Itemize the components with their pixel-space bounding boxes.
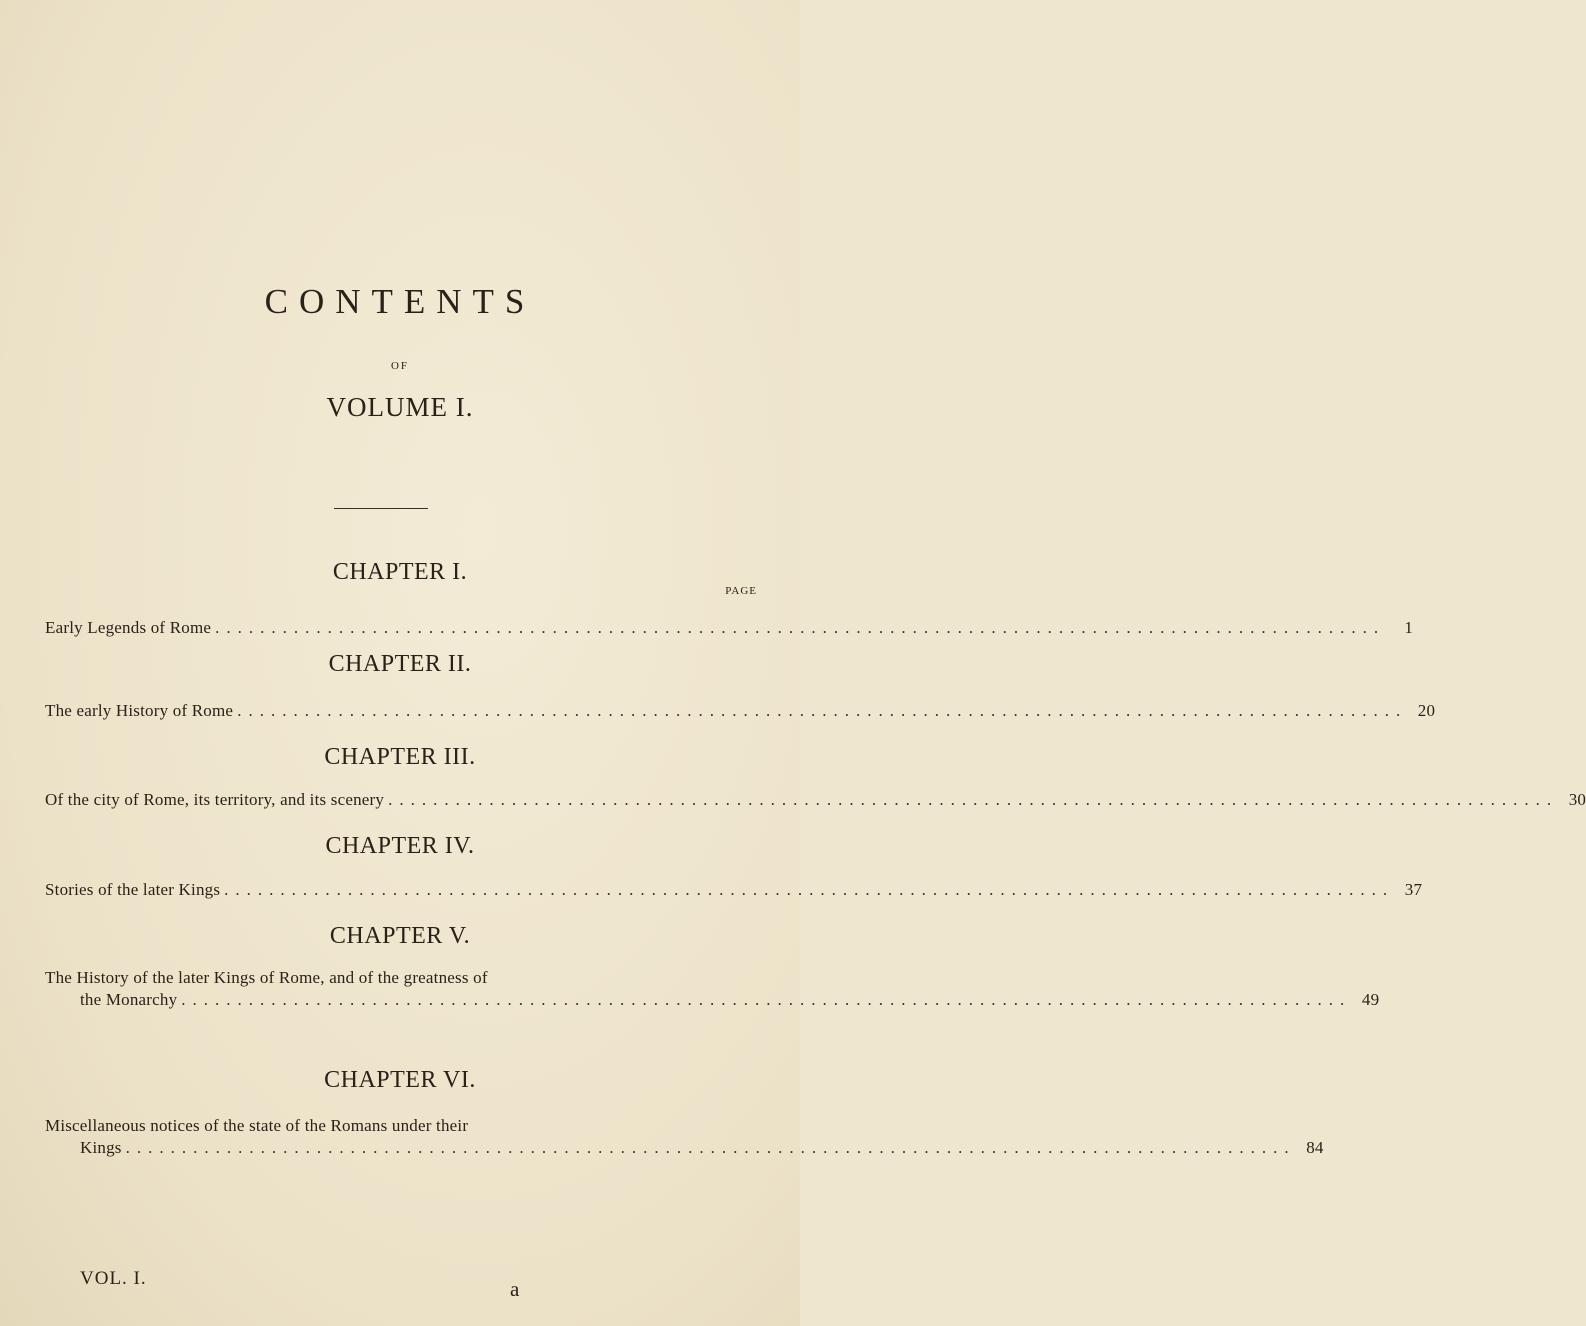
page-number: 20: [1417, 701, 1436, 720]
dot-leaders: ........................................................................................................: [215, 618, 1386, 637]
contents-title: CONTENTS: [264, 282, 536, 321]
dot-leaders: ........................................................................................................: [125, 1138, 1296, 1157]
entry-title-continued: the Monarchy: [80, 990, 178, 1009]
chapter-heading: CHAPTER VI.: [324, 1067, 476, 1093]
entry-title-line: [45, 967, 757, 989]
toc-entry[interactable]: [45, 789, 1586, 811]
toc-entry[interactable]: [45, 617, 1414, 639]
toc-entry[interactable]: [45, 700, 1436, 722]
of-label: OF: [390, 360, 410, 372]
page-number: 37: [1404, 880, 1423, 899]
entry-title-continued: Kings: [80, 1138, 122, 1157]
page-column-label: PAGE: [725, 585, 757, 597]
entry-title: The early History of Rome: [45, 701, 234, 720]
chapter-heading: CHAPTER I.: [332, 559, 468, 585]
chapter-heading: CHAPTER IV.: [325, 833, 475, 859]
dot-leaders: ........................................................................................................: [237, 701, 1408, 720]
signature-mark: a: [510, 1277, 520, 1301]
divider-rule: [334, 508, 428, 509]
chapter-heading: CHAPTER V.: [329, 923, 471, 949]
entry-title-line: [45, 1115, 757, 1137]
toc-entry[interactable]: [45, 1115, 1324, 1159]
page-number: 30: [1568, 790, 1586, 809]
dot-leaders: ........................................................................................................: [388, 790, 1559, 809]
toc-entry[interactable]: [45, 967, 1380, 1011]
entry-title: Miscellaneous notices of the state of the Romans under their: [45, 1116, 469, 1135]
chapter-heading: CHAPTER III.: [324, 744, 476, 770]
volume-title: VOLUME I.: [326, 392, 474, 422]
entry-title: Early Legends of Rome: [45, 618, 212, 637]
page-number: 84: [1306, 1138, 1324, 1157]
dot-leaders: ........................................................................................................: [224, 880, 1395, 899]
page-number: 1: [1404, 618, 1414, 637]
toc-entry[interactable]: [45, 879, 1423, 901]
chapter-heading: CHAPTER II.: [328, 651, 472, 677]
page-number: 49: [1361, 990, 1380, 1009]
entry-title: Stories of the later Kings: [45, 880, 221, 899]
entry-title: Of the city of Rome, its territory, and its scenery: [45, 790, 385, 809]
volume-footer: VOL. I.: [80, 1268, 147, 1289]
dot-leaders: ........................................................................................................: [181, 990, 1352, 1009]
entry-title: The History of the later Kings of Rome, and of the greatness of: [45, 968, 488, 987]
